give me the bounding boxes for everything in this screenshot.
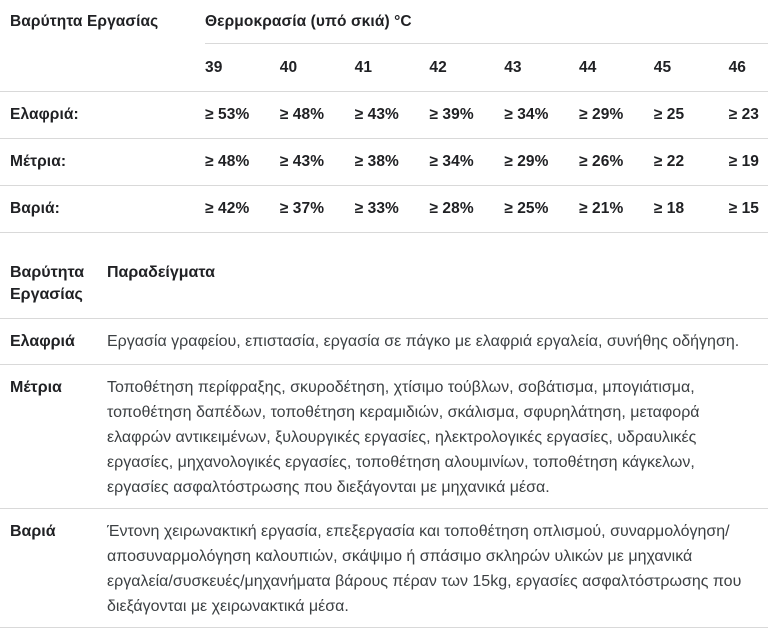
value-cell: ≥ 33% <box>354 200 399 217</box>
severity-header: Βαρύτητα Εργασίας <box>10 13 159 30</box>
temp-col-7: 46 <box>728 58 747 76</box>
temp-col-5: 44 <box>578 58 597 76</box>
value-cell: ≥ 23 <box>728 106 760 123</box>
row-label: Μέτρια: <box>10 153 67 170</box>
row-label: Βαριά <box>10 523 56 540</box>
examples-row-heavy <box>0 509 768 628</box>
table-row-medium <box>0 139 768 186</box>
examples-table-header-row <box>0 233 768 319</box>
value-cell: ≥ 29% <box>578 106 624 123</box>
table-row-heavy <box>0 186 768 233</box>
value-cell: ≥ 22 <box>653 153 685 170</box>
temp-col-4: 43 <box>504 58 522 76</box>
value-cell: ≥ 34% <box>504 106 549 123</box>
threshold-table <box>0 0 768 233</box>
value-cell: ≥ 48% <box>279 106 325 123</box>
value-cell: ≥ 18 <box>653 200 685 217</box>
value-cell: ≥ 37% <box>279 200 325 217</box>
table-row-light <box>0 92 768 139</box>
temp-col-6: 45 <box>653 58 672 76</box>
value-cell: ≥ 26% <box>578 153 624 170</box>
row-label: Ελαφριά: <box>10 106 79 123</box>
examples-table <box>0 233 768 628</box>
value-cell: ≥ 48% <box>205 153 250 170</box>
temp-col-3: 42 <box>429 58 447 76</box>
row-label: Βαριά: <box>10 200 60 217</box>
temp-col-0: 39 <box>205 58 223 76</box>
temp-col-2: 41 <box>354 58 373 76</box>
value-cell: ≥ 25% <box>504 200 549 217</box>
value-cell: ≥ 15 <box>728 200 760 217</box>
value-cell: ≥ 28% <box>429 200 474 217</box>
value-cell: ≥ 34% <box>429 153 474 170</box>
temp-col-1: 40 <box>279 58 298 76</box>
value-cell: ≥ 43% <box>279 153 325 170</box>
examples-text: Εργασία γραφείου, επιστασία, εργασία σε πάγκο με ελαφριά εργαλεία, συνήθης οδήγηση. <box>107 333 740 350</box>
row-label: Μέτρια <box>10 379 62 396</box>
temperature-columns-row <box>0 44 768 92</box>
value-cell: ≥ 42% <box>205 200 250 217</box>
examples-row-medium <box>0 365 768 509</box>
row-label: Ελαφριά <box>10 333 75 350</box>
examples-text: Έντονη χειρωνακτική εργασία, επεξεργασία και τοποθέτηση οπλισμού, συναρμολόγηση/αποσυναρμολόγηση καλουπιών, σκάψιμο ή σπάσιμο σκληρών υλικών με μηχανικά εργαλεία/συσκευές/μηχανήματα βάρους πέραν των 15kg, εργασίες ασφαλτόστρωσης που διεξάγονται με χειρωνακτικά μέσα. <box>107 523 742 615</box>
value-cell: ≥ 53% <box>205 106 250 123</box>
examples-text: Τοποθέτηση περίφραξης, σκυροδέτηση, χτίσιμο τούβλων, σοβάτισμα, μπογιάτισμα, τοποθέτηση δαπέδων, τοποθέτηση κεραμιδιών, σκάλισμα, σφυρηλάτηση, μεταφορά ελαφρών αντικειμένων, ξυλουργικές εργασίες, ηλεκτρολογικές εργασίες, υδραυλικές εργασίες, μηχανολογικές εργασίες, τοποθέτηση αλουμινίων, τοποθέτηση κάγκελων, εργασίες ασφαλτόστρωσης που διεξάγονται με μηχανικά μέσα. <box>107 379 700 496</box>
value-cell: ≥ 19 <box>728 153 760 170</box>
value-cell: ≥ 39% <box>429 106 474 123</box>
value-cell: ≥ 29% <box>504 153 549 170</box>
value-cell: ≥ 43% <box>354 106 399 123</box>
severity-header: Βαρύτητα Εργασίας <box>10 264 85 303</box>
temperature-header: Θερμοκρασία (υπό σκιά) °C <box>205 0 768 44</box>
threshold-table-header-row <box>0 0 768 44</box>
value-cell: ≥ 38% <box>354 153 399 170</box>
examples-row-light <box>0 319 768 365</box>
examples-header: Παραδείγματα <box>107 264 215 281</box>
value-cell: ≥ 21% <box>578 200 624 217</box>
value-cell: ≥ 25 <box>653 106 685 123</box>
